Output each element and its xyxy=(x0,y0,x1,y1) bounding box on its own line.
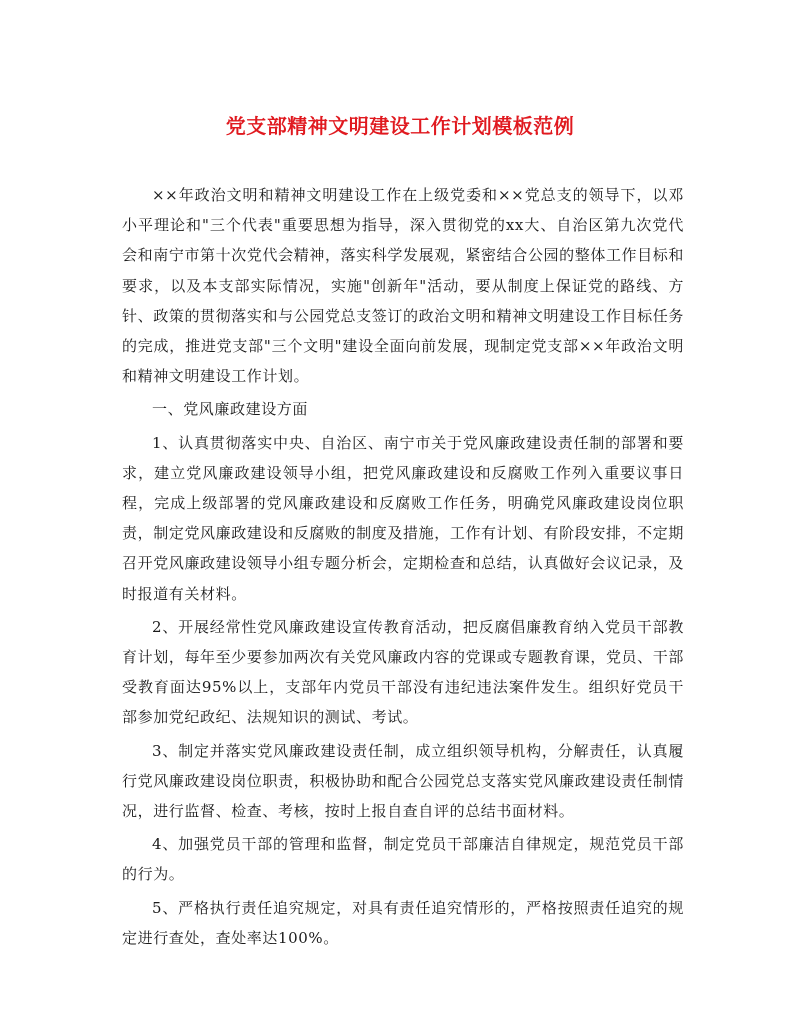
item-paragraph-1: 1、认真贯彻落实中央、自治区、南宁市关于党风廉政建设责任制的部署和要求，建立党风廉政建设领导小组，把党风廉政建设和反腐败工作列入重要议事日程，完成上级部署的党风廉政建设和反腐败工作任务，明确党风廉政建设岗位职责，制定党风廉政建设和反腐败的制度及措施，工作有计划、有阶段安排，不定期召开党风廉政建设领导小组专题分析会，定期检查和总结，认真做好会议记录，及时报道有关材料。 xyxy=(122,433,684,603)
document-title: 党支部精神文明建设工作计划模板范例 xyxy=(225,114,575,138)
item-paragraph-5: 5、严格执行责任追究规定，对具有责任追究情形的，严格按照责任追究的规定进行查处，查处率达100%。 xyxy=(122,898,684,947)
item-paragraph-2: 2、开展经常性党风廉政建设宣传教育活动，把反腐倡廉教育纳入党员干部教育计划，每年至少要参加两次有关党风廉政内容的党课或专题教育课，党员、干部受教育面达95%以上，支部年内党员干部没有违纪违法案件发生。组织好党员干部参加党纪政纪、法规知识的测试、考试。 xyxy=(122,617,684,727)
section-heading: 一、党风廉政建设方面 xyxy=(152,400,309,419)
intro-paragraph: ××年政治文明和精神文明建设工作在上级党委和××党总支的领导下，以邓小平理论和"三个代表"重要思想为指导，深入贯彻党的xx大、自治区第九次党代会和南宁市第十次党代会精神，落实科学发展观，紧密结合公园的整体工作目标和要求，以及本支部实际情况，实施"创新年"活动，要从制度上保证党的路线、方针、政策的贯彻落实和与公园党总支签订的政治文明和精神文明建设工作目标任务的完成，推进党支部"三个文明"建设全面向前发展，现制定党支部××年政治文明和精神文明建设工作计划。 xyxy=(122,186,684,386)
item-paragraph-4: 4、加强党员干部的管理和监督，制定党员干部廉洁自律规定，规范党员干部的行为。 xyxy=(122,835,684,884)
item-paragraph-3: 3、制定并落实党风廉政建设责任制，成立组织领导机构，分解责任，认真履行党风廉政建设岗位职责，积极协助和配合公园党总支落实党风廉政建设责任制情况，进行监督、检查、考核，按时上报自查自评的总结书面材料。 xyxy=(122,741,684,821)
document-body xyxy=(122,180,684,956)
